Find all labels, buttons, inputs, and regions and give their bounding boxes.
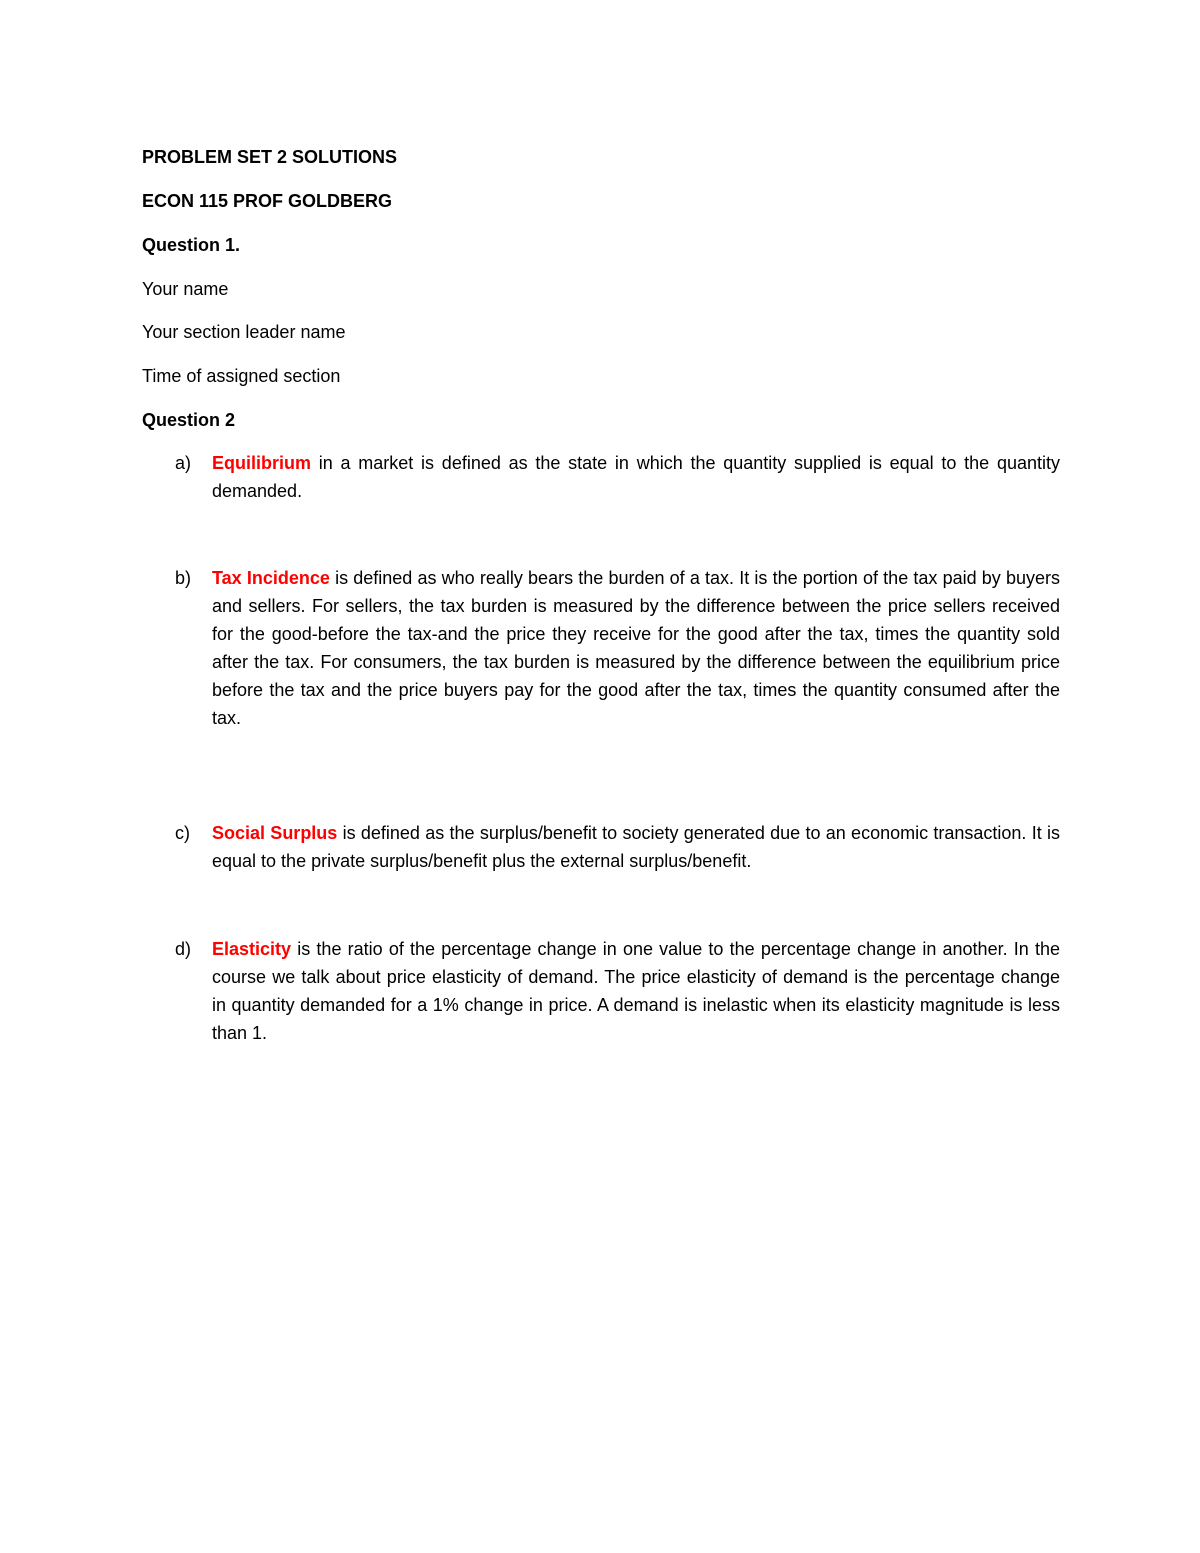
definition-term: Tax Incidence (212, 568, 330, 588)
definition-term: Social Surplus (212, 823, 338, 843)
definition-body: is the ratio of the percentage change in one value to the percentage change in another. In the course we talk about price elasticity of demand. The price elasticity of demand is the percentage change in quantity demanded for a 1% change in price. A demand is inelastic when its elasticity magnitude is less than 1. (212, 939, 1060, 1043)
item-marker: d) (175, 939, 192, 959)
item-marker: a) (175, 453, 192, 473)
definition-body: is defined as the surplus/benefit to society generated due to an economic transaction. It is equal to the private surplus/benefit plus the external surplus/benefit. (212, 823, 1060, 871)
definition-body: in a market is defined as the state in which the quantity supplied is equal to the quantity demanded. (212, 453, 1060, 501)
question-1-heading: Question 1. (142, 235, 241, 255)
definition-term: Equilibrium (212, 453, 311, 473)
definition-item-d (142, 935, 1060, 1047)
definition-text (212, 449, 1060, 505)
definition-term: Elasticity (212, 939, 292, 959)
definition-item-a (142, 449, 1060, 505)
section-time-line: Time of assigned section (142, 366, 341, 386)
section-leader-line: Your section leader name (142, 322, 346, 342)
item-marker: b) (175, 568, 192, 588)
item-marker: c) (175, 823, 190, 843)
definition-text (212, 819, 1060, 875)
definition-item-b (142, 564, 1060, 732)
definition-item-c (142, 819, 1060, 875)
definition-text (212, 935, 1060, 1047)
document-title: PROBLEM SET 2 SOLUTIONS (142, 147, 398, 167)
course-line: ECON 115 PROF GOLDBERG (142, 191, 393, 211)
question-2-heading: Question 2 (142, 410, 236, 430)
definition-text (212, 564, 1060, 732)
name-line: Your name (142, 279, 229, 299)
definition-body: is defined as who really bears the burden of a tax. It is the portion of the tax paid by buyers and sellers. For sellers, the tax burden is measured by the difference between the price sellers received for the good-before the tax-and the price they receive for the good after the tax, times the quantity sold after the tax. For consumers, the tax burden is measured by the difference between the equilibrium price before the tax and the price buyers pay for the good after the tax, times the quantity consumed after the tax. (212, 568, 1060, 728)
